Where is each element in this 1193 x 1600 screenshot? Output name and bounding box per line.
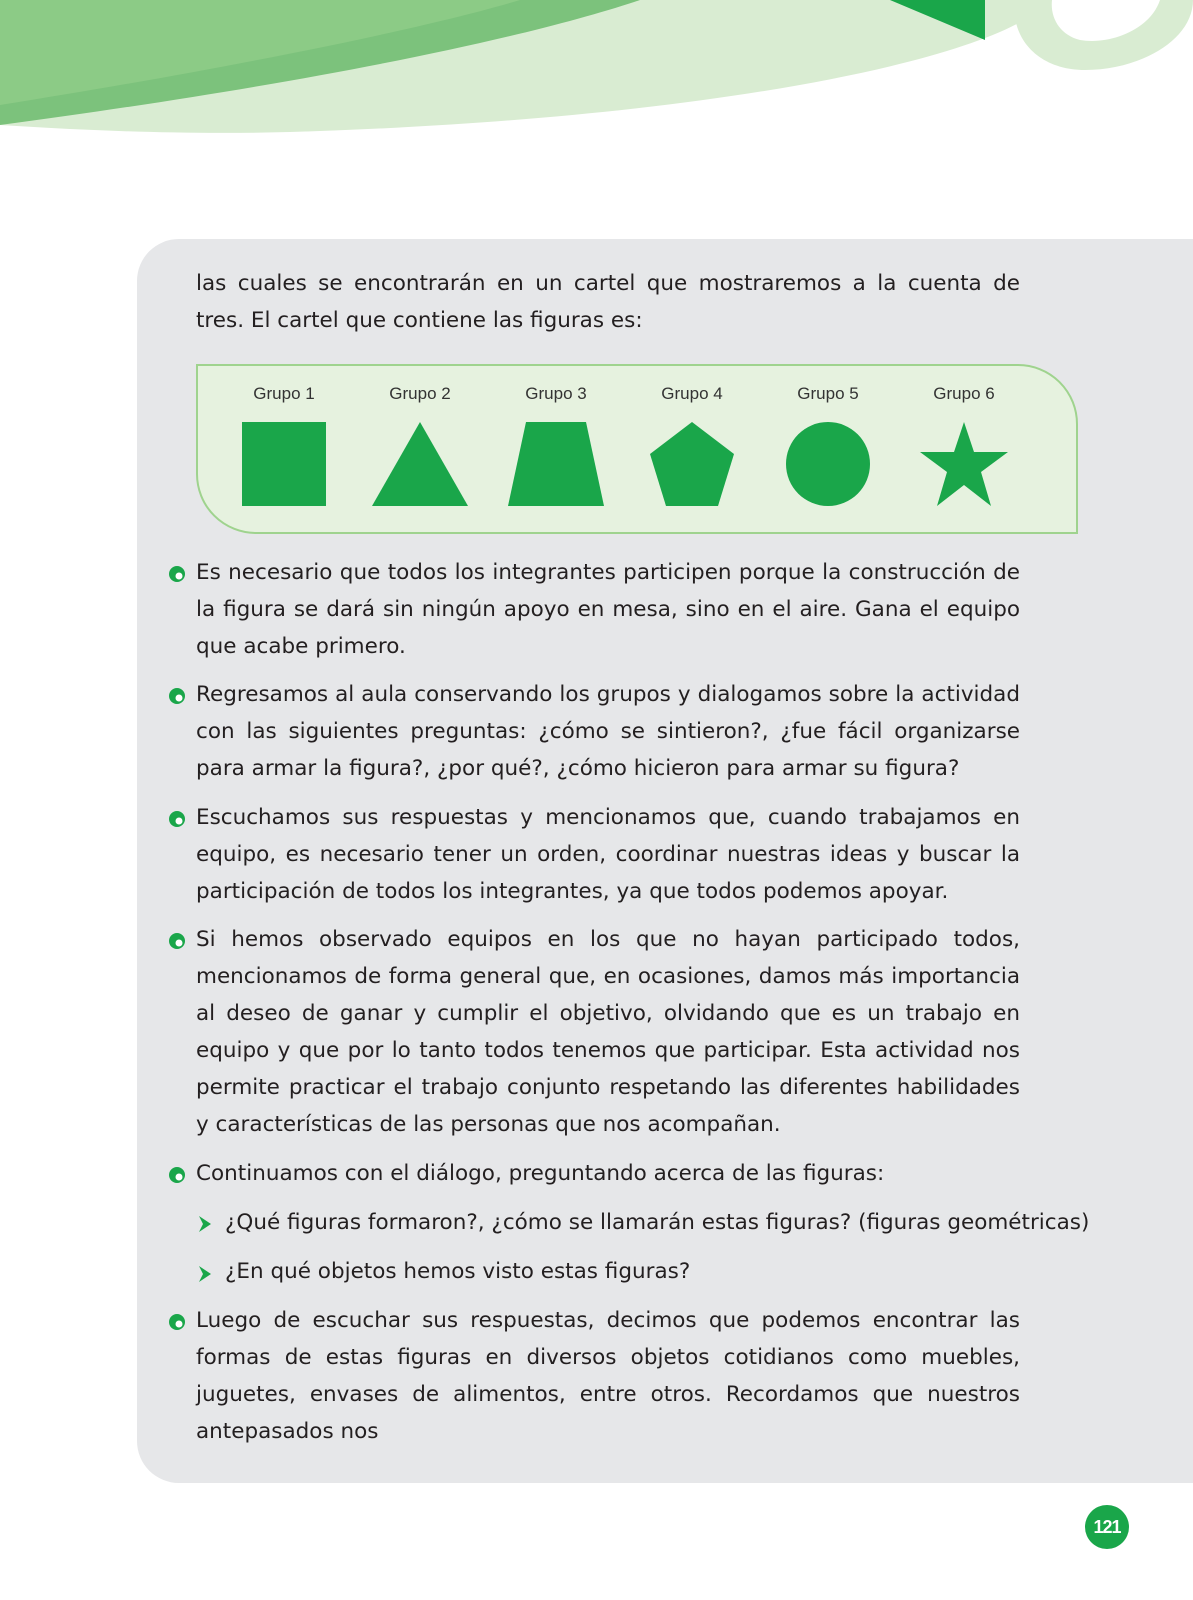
bullet-paragraph-4: Si hemos observado equipos en los que no hayan participado todos, mencionamos de forma general que, en ocasiones, damos más importancia al deseo de ganar y cumplir el objetivo, olvidando que es un trabajo en equipo y que por lo tanto todos tenemos que participar. Esta actividad nos permite practicar el trabajo conjunto respetando las diferentes habilidades y características de las personas que nos acompañan.	[196, 927, 1020, 1137]
bullet-icon	[168, 565, 186, 583]
triangle-shape	[368, 420, 472, 510]
bullet-paragraph-1: Es necesario que todos los integrantes participen porque la construcción de la figura se dará sin ningún apoyo en mesa, sino en el aire. Gana el equipo que acabe primero.	[196, 560, 1020, 659]
bullet-icon	[168, 687, 186, 705]
group-label: Grupo 6	[933, 384, 995, 403]
bullet-paragraph-3: Escuchamos sus respuestas y mencionamos que, cuando trabajamos en equipo, es necesario tener un orden, coordinar nuestras ideas y buscar la participación de todos los integrantes, ya que todos podemos apoyar.	[196, 805, 1020, 904]
bullet-paragraph-2: Regresamos al aula conservando los grupos y dialogamos sobre la actividad con las siguientes preguntas: ¿cómo se sintieron?, ¿fue fácil organizarse para armar la figura?, ¿por qué?, ¿cómo hicieron para armar su figura?	[196, 682, 1020, 781]
bullet-paragraph-5: Continuamos con el diálogo, preguntando acerca de las figuras:	[196, 1161, 885, 1186]
bullet-icon	[168, 932, 186, 950]
circle-shape	[776, 420, 880, 510]
page-number: 121	[1085, 1505, 1129, 1549]
chevron-right-icon	[196, 1214, 214, 1234]
header-decoration	[0, 0, 1193, 150]
sub-bullet-1: ¿Qué figuras formaron?, ¿cómo se llamarán estas figuras? (figuras geométricas)	[225, 1210, 1090, 1235]
group-label: Grupo 2	[389, 384, 451, 403]
bullet-icon	[168, 810, 186, 828]
bullet-icon	[168, 1166, 186, 1184]
sub-bullet-2: ¿En qué objetos hemos visto estas figuras?	[225, 1259, 691, 1284]
pentagon-shape	[640, 420, 744, 510]
figures-poster	[196, 364, 1078, 534]
intro-paragraph: las cuales se encontrarán en un cartel que mostraremos a la cuenta de tres. El cartel que contiene las figuras es:	[196, 271, 1020, 333]
chevron-right-icon	[196, 1264, 214, 1284]
bullet-icon	[168, 1313, 186, 1331]
group-3-card	[488, 366, 624, 536]
group-label: Grupo 4	[661, 384, 723, 403]
group-6-card	[896, 366, 1032, 536]
bullet-paragraph-6: Luego de escuchar sus respuestas, decimos que podemos encontrar las formas de estas figuras en diversos objetos cotidianos como muebles, juguetes, envases de alimentos, entre otros. Recordamos que nuestros antepasados nos	[196, 1308, 1020, 1444]
group-1-card	[216, 366, 352, 536]
group-2-card	[352, 366, 488, 536]
trapezoid-shape	[504, 420, 608, 510]
square-shape	[232, 420, 336, 510]
star-shape	[912, 420, 1016, 510]
group-label: Grupo 1	[253, 384, 315, 403]
group-label: Grupo 5	[797, 384, 859, 403]
group-label: Grupo 3	[525, 384, 587, 403]
group-4-card	[624, 366, 760, 536]
group-5-card	[760, 366, 896, 536]
